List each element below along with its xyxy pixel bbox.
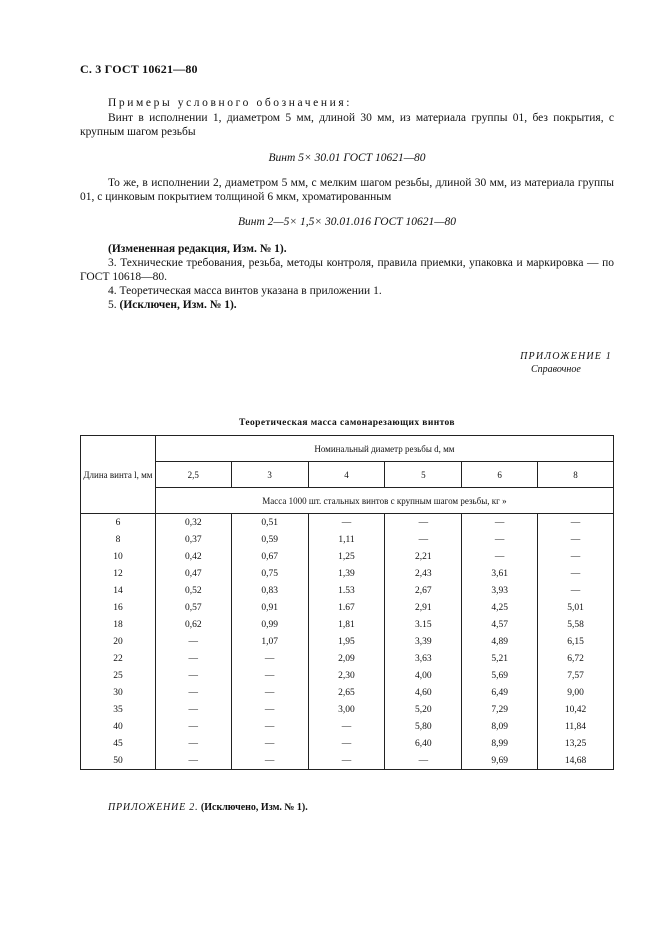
mass-cell: — [231, 667, 308, 684]
mass-cell: 8,09 [462, 718, 538, 735]
mass-cell: 1.67 [308, 599, 385, 616]
mass-cell: 7,57 [538, 667, 614, 684]
length-cell: 8 [81, 531, 156, 548]
appendix-1-subtitle: Справочное [531, 364, 581, 375]
mass-cell: — [538, 514, 614, 532]
mass-cell: 0,83 [231, 582, 308, 599]
length-cell: 35 [81, 701, 156, 718]
mass-cell: 13,25 [538, 735, 614, 752]
table-row [81, 633, 614, 650]
mass-cell: — [308, 514, 385, 532]
mass-cell: 6,72 [538, 650, 614, 667]
table-row [81, 599, 614, 616]
table-row [81, 650, 614, 667]
mass-cell: 3.15 [385, 616, 462, 633]
mass-cell: 2,21 [385, 548, 462, 565]
table-row [81, 514, 614, 532]
length-cell: 12 [81, 565, 156, 582]
mass-cell: — [308, 735, 385, 752]
diameter-col: 8 [538, 462, 614, 488]
table-caption: Теоретическая масса самонарезающих винтов [239, 418, 455, 428]
mass-cell: 6,49 [462, 684, 538, 701]
appendix-1-title: ПРИЛОЖЕНИЕ 1 [520, 351, 612, 362]
diameter-col: 6 [462, 462, 538, 488]
mass-cell: 9,00 [538, 684, 614, 701]
mass-table [80, 435, 614, 770]
item-5-number: 5. [108, 299, 117, 311]
mass-cell: — [231, 735, 308, 752]
mass-cell: 0,37 [155, 531, 231, 548]
mass-cell: 8,99 [462, 735, 538, 752]
mass-cell: — [155, 684, 231, 701]
length-cell: 10 [81, 548, 156, 565]
examples-heading: Примеры условного обозначения: [108, 97, 353, 109]
length-column-header [81, 436, 156, 514]
table-row [81, 718, 614, 735]
mass-cell: — [308, 752, 385, 770]
length-cell: 6 [81, 514, 156, 532]
mass-cell: — [155, 701, 231, 718]
item-3: 3. Технические требования, резьба, методы контроля, правила приемки, упаковка и маркировка — по ГОСТ 10618—80. [80, 257, 614, 283]
length-cell: 25 [81, 667, 156, 684]
mass-cell: 4,00 [385, 667, 462, 684]
table-row [81, 667, 614, 684]
mass-cell: 5,80 [385, 718, 462, 735]
table-row [81, 531, 614, 548]
mass-cell: 5,69 [462, 667, 538, 684]
page-header: С. 3 ГОСТ 10621—80 [80, 62, 198, 76]
mass-cell: 3,61 [462, 565, 538, 582]
diameter-header: Номинальный диаметр резьбы d, мм [155, 436, 613, 462]
length-cell: 30 [81, 684, 156, 701]
mass-cell: 6,15 [538, 633, 614, 650]
mass-cell: 2,09 [308, 650, 385, 667]
mass-cell: 0,47 [155, 565, 231, 582]
table-row [81, 565, 614, 582]
example2-formula: Винт 2—5× 1,5× 30.01.016 ГОСТ 10621—80 [237, 216, 457, 228]
length-cell: 40 [81, 718, 156, 735]
mass-cell: 1,95 [308, 633, 385, 650]
table-body [81, 514, 614, 770]
mass-cell: 1,25 [308, 548, 385, 565]
length-cell: 14 [81, 582, 156, 599]
mass-cell: 6,40 [385, 735, 462, 752]
table-row [81, 752, 614, 770]
mass-cell: 1,07 [231, 633, 308, 650]
length-header-text: Длина винта l, мм [83, 469, 153, 480]
table-row [81, 701, 614, 718]
mass-cell: — [155, 735, 231, 752]
mass-cell: 2,30 [308, 667, 385, 684]
table-row [81, 582, 614, 599]
table-row [81, 684, 614, 701]
mass-cell: — [385, 531, 462, 548]
mass-cell: 1,81 [308, 616, 385, 633]
mass-cell: — [462, 514, 538, 532]
mass-cell: — [385, 752, 462, 770]
example1-text: Винт в исполнении 1, диаметром 5 мм, длиной 30 мм, из материала группы 01, без покрытия, с крупным шагом резьбы [80, 112, 614, 138]
mass-cell: 5,01 [538, 599, 614, 616]
mass-cell: — [155, 650, 231, 667]
mass-cell: 2,67 [385, 582, 462, 599]
appendix-2-label: ПРИЛОЖЕНИЕ 2. [108, 802, 199, 813]
mass-cell: 2,91 [385, 599, 462, 616]
mass-cell: — [231, 650, 308, 667]
mass-cell: — [155, 752, 231, 770]
mass-header: Масса 1000 шт. стальных винтов с крупным шагом резьбы, кг » [155, 488, 613, 514]
length-cell: 22 [81, 650, 156, 667]
mass-cell: — [155, 718, 231, 735]
mass-cell: — [155, 667, 231, 684]
mass-cell: 3,63 [385, 650, 462, 667]
mass-cell: 4,89 [462, 633, 538, 650]
length-cell: 20 [81, 633, 156, 650]
length-cell: 45 [81, 735, 156, 752]
mass-cell: — [538, 582, 614, 599]
mass-cell: 3,00 [308, 701, 385, 718]
mass-cell: — [308, 718, 385, 735]
mass-cell: — [462, 531, 538, 548]
mass-cell: 0,91 [231, 599, 308, 616]
mass-cell: 2,43 [385, 565, 462, 582]
length-cell: 16 [81, 599, 156, 616]
mass-cell: 0,51 [231, 514, 308, 532]
table-row [81, 548, 614, 565]
mass-cell: 1,39 [308, 565, 385, 582]
mass-cell: 5,20 [385, 701, 462, 718]
appendix-2-status: (Исключено, Изм. № 1). [200, 802, 308, 813]
mass-cell: — [231, 701, 308, 718]
mass-cell: — [538, 548, 614, 565]
mass-cell: 0,99 [231, 616, 308, 633]
diameter-col: 2,5 [155, 462, 231, 488]
mass-cell: 0,57 [155, 599, 231, 616]
mass-cell: 0,32 [155, 514, 231, 532]
mass-cell: 0,52 [155, 582, 231, 599]
diameter-col: 4 [308, 462, 385, 488]
mass-cell: 5,58 [538, 616, 614, 633]
mass-cell: 10,42 [538, 701, 614, 718]
mass-cell: 2,65 [308, 684, 385, 701]
item-5 [108, 298, 237, 312]
mass-cell: 4,57 [462, 616, 538, 633]
mass-cell: — [538, 531, 614, 548]
length-cell: 50 [81, 752, 156, 770]
item-4: 4. Теоретическая масса винтов указана в приложении 1. [108, 285, 382, 297]
example1-formula: Винт 5× 30.01 ГОСТ 10621—80 [268, 152, 426, 164]
mass-cell: — [231, 752, 308, 770]
mass-cell: 0,67 [231, 548, 308, 565]
mass-cell: — [231, 684, 308, 701]
mass-cell: 3,93 [462, 582, 538, 599]
mass-cell: 4,25 [462, 599, 538, 616]
mass-cell: 4,60 [385, 684, 462, 701]
mass-cell: 3,39 [385, 633, 462, 650]
length-cell: 18 [81, 616, 156, 633]
mass-cell: 9,69 [462, 752, 538, 770]
mass-cell: 0,42 [155, 548, 231, 565]
mass-cell: 5,21 [462, 650, 538, 667]
mass-cell: — [462, 548, 538, 565]
diameter-col: 5 [385, 462, 462, 488]
mass-cell: — [385, 514, 462, 532]
mass-cell: 11,84 [538, 718, 614, 735]
example2-text: То же, в исполнении 2, диаметром 5 мм, с мелким шагом резьбы, длиной 30 мм, из материала группы 01, с цинковым покрытием толщиной 6 мкм, хроматированным [80, 177, 614, 203]
diameter-col: 3 [231, 462, 308, 488]
mass-cell: 1.53 [308, 582, 385, 599]
mass-cell: 7,29 [462, 701, 538, 718]
table-row [81, 616, 614, 633]
mass-cell: 0,62 [155, 616, 231, 633]
mass-cell: 14,68 [538, 752, 614, 770]
revision-note: (Измененная редакция, Изм. № 1). [108, 243, 287, 255]
appendix-2-note [108, 802, 308, 813]
mass-cell: — [538, 565, 614, 582]
table-row [81, 735, 614, 752]
mass-cell: — [155, 633, 231, 650]
mass-cell: 1,11 [308, 531, 385, 548]
mass-cell: — [231, 718, 308, 735]
item-5-note: (Исключен, Изм. № 1). [119, 299, 237, 311]
mass-cell: 0,59 [231, 531, 308, 548]
mass-cell: 0,75 [231, 565, 308, 582]
